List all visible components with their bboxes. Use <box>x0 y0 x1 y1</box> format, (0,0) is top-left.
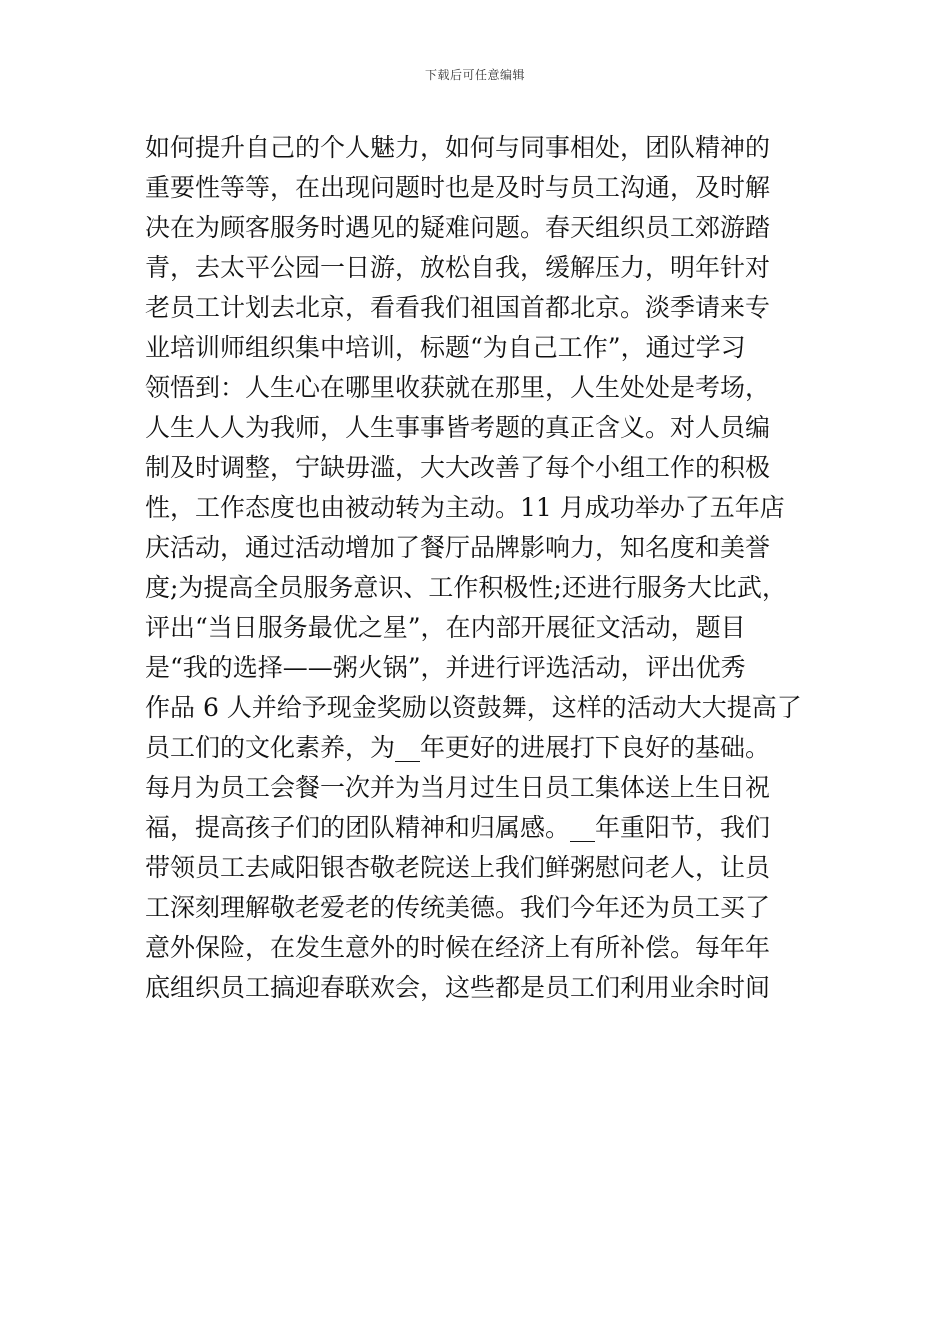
text-line: 福，提高孩子们的团队精神和归属感。__年重阳节，我们 <box>145 813 771 842</box>
text-line: 业培训师组织集中培训，标题“为自己工作”，通过学习 <box>145 333 746 362</box>
text-line: 领悟到：人生心在哪里收获就在那里，人生处处是考场， <box>145 373 771 402</box>
text-line: 带领员工去咸阳银杏敬老院送上我们鲜粥慰问老人，让员 <box>145 853 771 882</box>
page-header: 下载后可任意编辑 <box>424 68 525 82</box>
text-line: 青，去太平公园一日游，放松自我，缓解压力，明年针对 <box>145 253 771 282</box>
text-line: 底组织员工搞迎春联欢会，这些都是员工们利用业余时间 <box>145 973 771 1002</box>
text-line: 是“我的选择——粥火锅”，并进行评选活动，评出优秀 <box>145 653 746 682</box>
text-line: 工深刻理解敬老爱老的传统美德。我们今年还为员工买了 <box>145 893 771 922</box>
text-line: 重要性等等，在出现问题时也是及时与员工沟通，及时解 <box>145 173 771 202</box>
text-line: 制及时调整，宁缺毋滥，大大改善了每个小组工作的积极 <box>145 453 771 482</box>
text-line: 评出“当日服务最优之星”，在内部开展征文活动，题目 <box>145 613 746 642</box>
text-line: 意外保险，在发生意外的时候在经济上有所补偿。每年年 <box>145 933 771 962</box>
text-line: 庆活动，通过活动增加了餐厅品牌影响力，知名度和美誉 <box>145 533 771 562</box>
text-line: 度;为提高全员服务意识、工作积极性;还进行服务大比武， <box>145 573 787 602</box>
text-line: 员工们的文化素养，为__年更好的进展打下良好的基础。 <box>145 733 771 762</box>
text-line: 老员工计划去北京，看看我们祖国首都北京。淡季请来专 <box>145 293 771 322</box>
text-line: 人生人人为我师，人生事事皆考题的真正含义。对人员编 <box>145 413 771 442</box>
text-line: 如何提升自己的个人魅力，如何与同事相处，团队精神的 <box>145 133 771 162</box>
text-line: 每月为员工会餐一次并为当月过生日员工集体送上生日祝 <box>145 773 771 802</box>
text-line: 决在为顾客服务时遇见的疑难问题。春天组织员工郊游踏 <box>145 213 771 242</box>
text-line: 性，工作态度也由被动转为主动。11 月成功举办了五年店 <box>145 493 785 522</box>
body-paragraph <box>145 128 835 1008</box>
text-line: 作品 6 人并给予现金奖励以资鼓舞，这样的活动大大提高了 <box>145 693 802 722</box>
